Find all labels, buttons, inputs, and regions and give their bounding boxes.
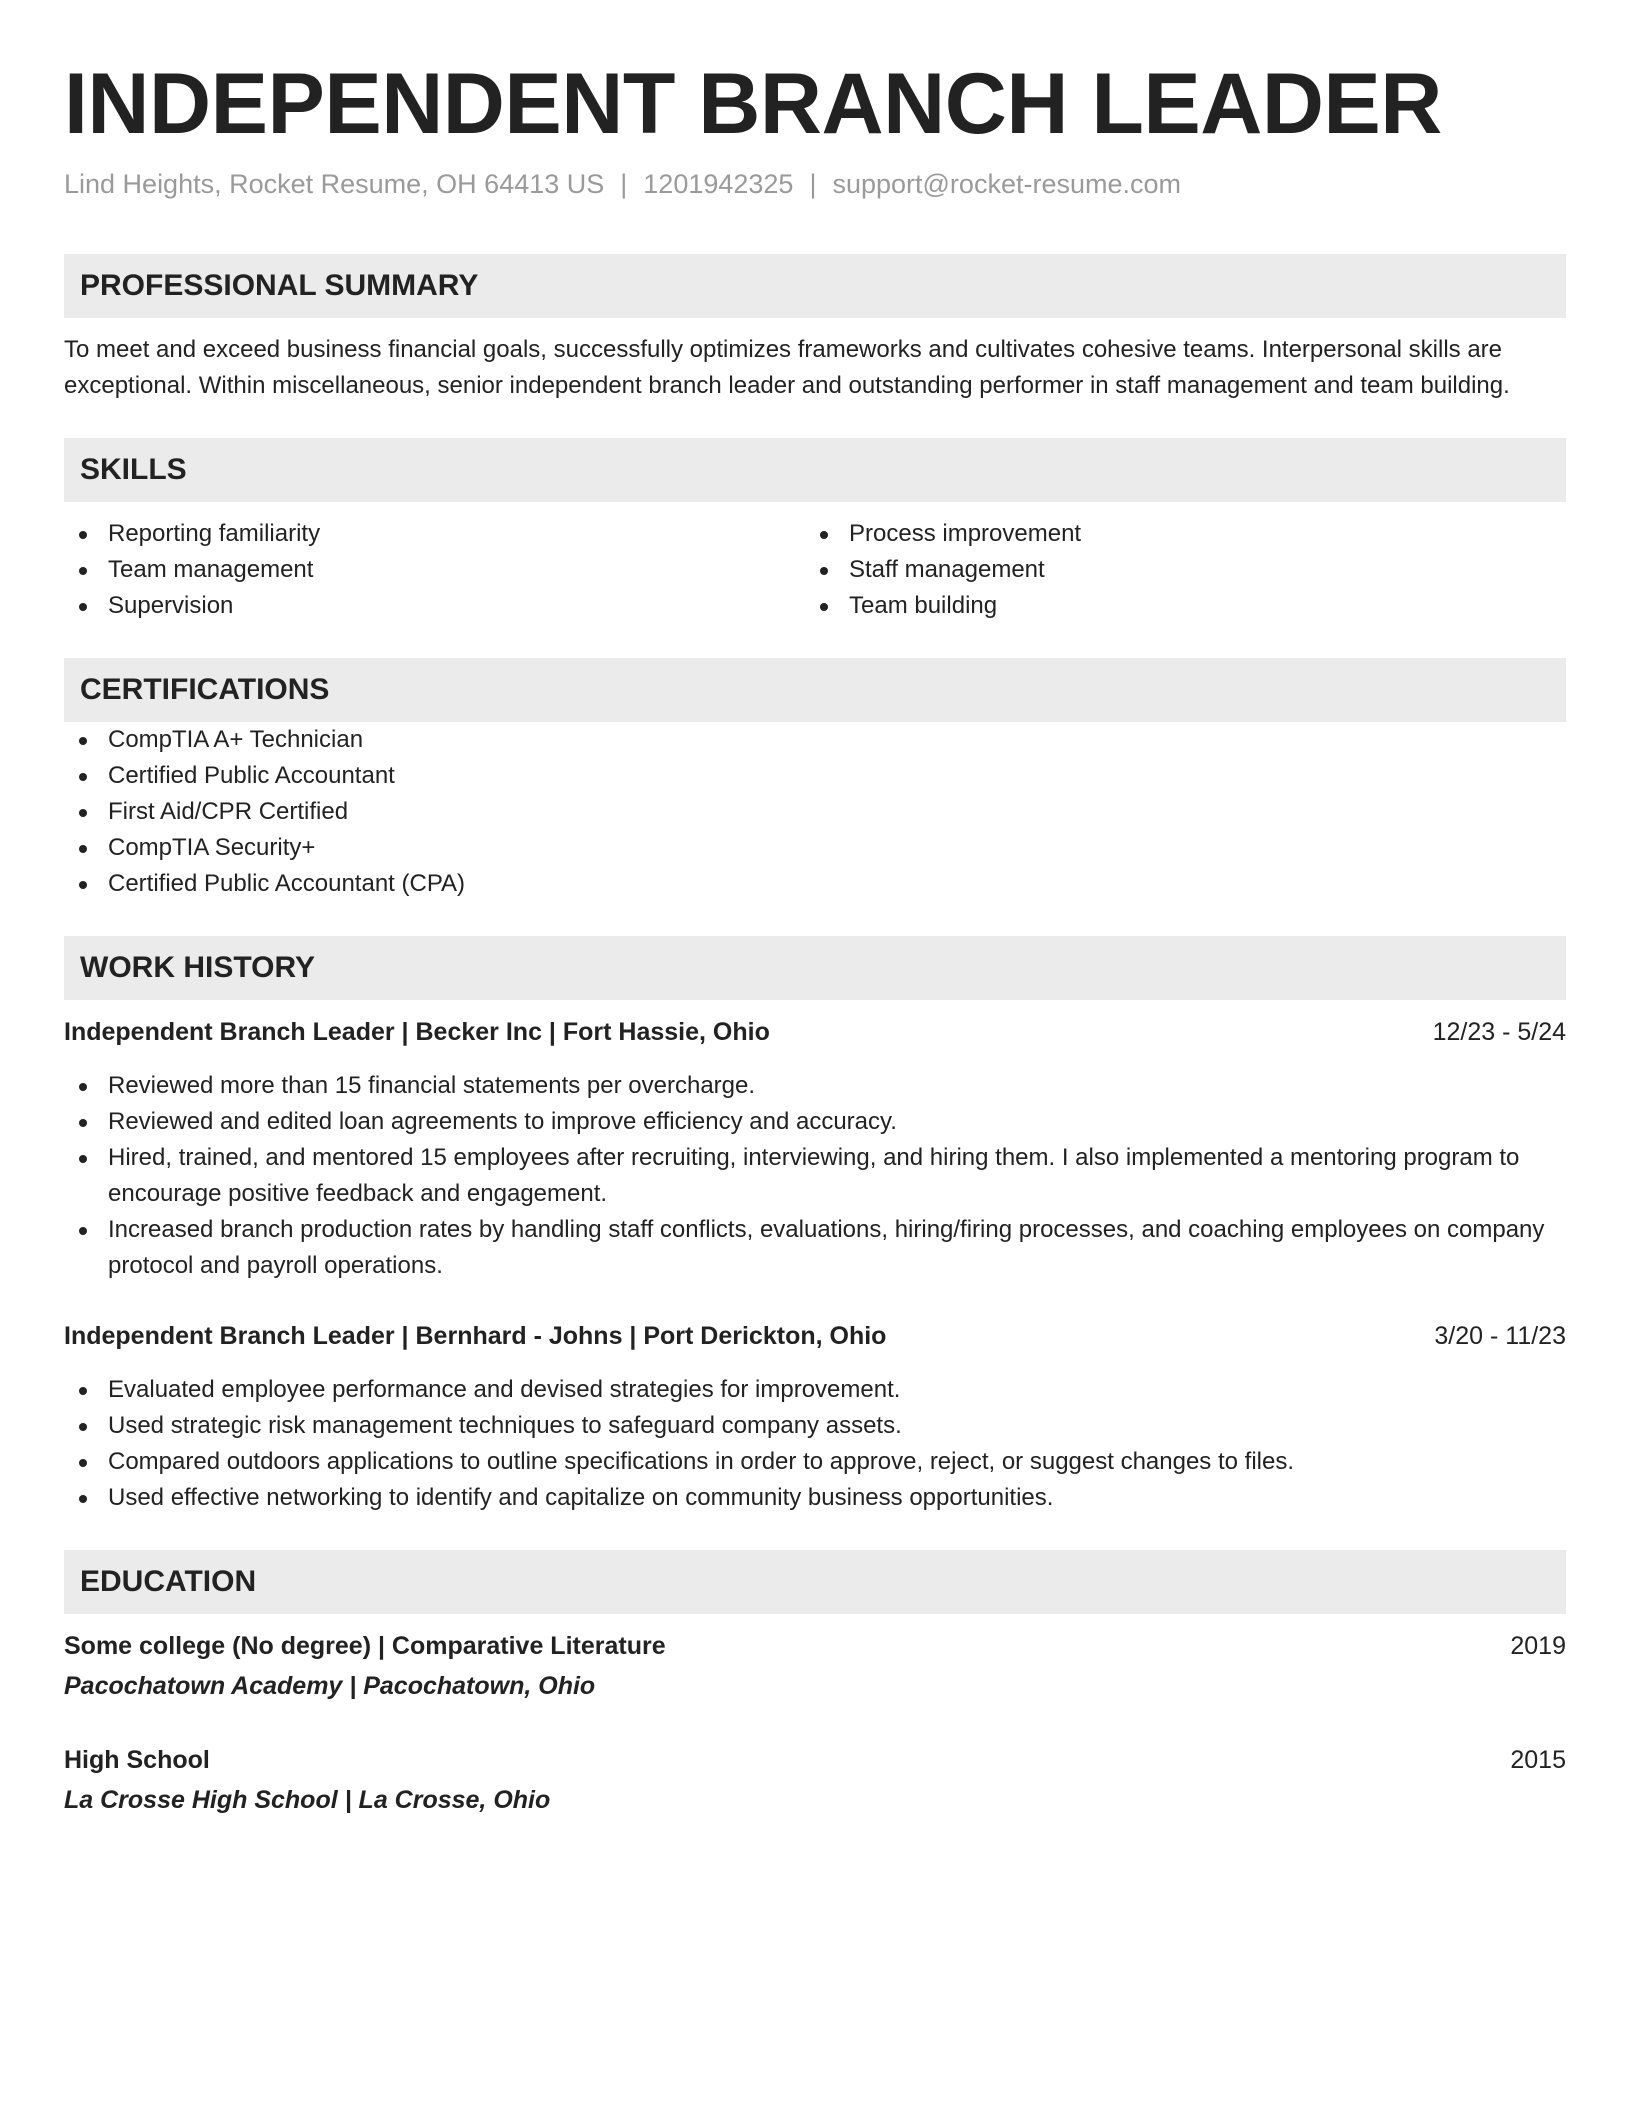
education-header	[64, 1742, 1566, 1778]
job-bullet: Reviewed and edited loan agreements to improve efficiency and accuracy.	[64, 1104, 1566, 1140]
certification-item: CompTIA A+ Technician	[64, 722, 1566, 758]
contact-separator: |	[620, 169, 628, 199]
section-heading-education: EDUCATION	[64, 1550, 1566, 1614]
job-header	[64, 1014, 1566, 1050]
resume-page	[64, 52, 1566, 1818]
job-bullets	[64, 1068, 1566, 1284]
job-title: Independent Branch Leader | Becker Inc | Fort Hassie, Ohio	[64, 1018, 770, 1046]
job-bullets	[64, 1372, 1566, 1516]
skill-item: Supervision	[64, 588, 805, 624]
contact-address: Lind Heights, Rocket Resume, OH 64413 US	[64, 169, 605, 199]
skill-item: Process improvement	[805, 516, 1546, 552]
certifications-list	[64, 722, 1566, 902]
skills-column-right	[805, 516, 1546, 624]
skill-item: Reporting familiarity	[64, 516, 805, 552]
education-header	[64, 1628, 1566, 1664]
contact-separator: |	[809, 169, 817, 199]
education-school: Pacochatown Academy | Pacochatown, Ohio	[64, 1672, 596, 1700]
candidate-name: INDEPENDENT BRANCH LEADER	[64, 56, 1442, 152]
contact-phone: 1201942325	[643, 169, 794, 199]
job-dates: 3/20 - 11/23	[1434, 1322, 1566, 1350]
education-entry	[64, 1628, 1566, 1704]
contact-email: support@rocket-resume.com	[832, 169, 1181, 199]
skill-item: Team management	[64, 552, 805, 588]
job-bullet: Hired, trained, and mentored 15 employees after recruiting, interviewing, and hiring them. I also implemented a mentoring program to encourage positive feedback and engagement.	[64, 1140, 1566, 1212]
job-bullet: Compared outdoors applications to outline specifications in order to approve, reject, or suggest changes to files.	[64, 1444, 1566, 1480]
skills-list	[64, 516, 1566, 624]
job-bullet: Used effective networking to identify and capitalize on community business opportunities.	[64, 1480, 1566, 1516]
education-year: 2019	[1510, 1632, 1566, 1660]
education-degree: High School	[64, 1746, 210, 1774]
job-bullet: Reviewed more than 15 financial statements per overcharge.	[64, 1068, 1566, 1104]
education-school: La Crosse High School | La Crosse, Ohio	[64, 1786, 551, 1814]
certification-item: CompTIA Security+	[64, 830, 1566, 866]
certification-item: Certified Public Accountant	[64, 758, 1566, 794]
job-bullet: Evaluated employee performance and devised strategies for improvement.	[64, 1372, 1566, 1408]
education-entry	[64, 1742, 1566, 1818]
certification-item: Certified Public Accountant (CPA)	[64, 866, 1566, 902]
section-heading-summary: PROFESSIONAL SUMMARY	[64, 254, 1566, 318]
job-bullet: Increased branch production rates by handling staff conflicts, evaluations, hiring/firing processes, and coaching employees on company protocol and payroll operations.	[64, 1212, 1566, 1284]
job-entry	[64, 1014, 1566, 1284]
summary-text: To meet and exceed business financial goals, successfully optimizes frameworks and cultivates cohesive teams. Interpersonal skills are exceptional. Within miscellaneous, senior independent branch leader and outstanding performer in staff management and team building.	[64, 336, 1510, 399]
section-heading-work-history: WORK HISTORY	[64, 936, 1566, 1000]
certification-item: First Aid/CPR Certified	[64, 794, 1566, 830]
education-degree: Some college (No degree) | Comparative Literature	[64, 1632, 666, 1660]
job-title: Independent Branch Leader | Bernhard - Johns | Port Derickton, Ohio	[64, 1322, 887, 1350]
contact-line	[64, 166, 1566, 202]
skills-column-left	[64, 516, 805, 624]
section-heading-certifications: CERTIFICATIONS	[64, 658, 1566, 722]
skill-item: Team building	[805, 588, 1546, 624]
section-heading-skills: SKILLS	[64, 438, 1566, 502]
education-year: 2015	[1510, 1746, 1566, 1774]
job-bullet: Used strategic risk management techniques to safeguard company assets.	[64, 1408, 1566, 1444]
job-entry	[64, 1318, 1566, 1516]
job-header	[64, 1318, 1566, 1354]
skill-item: Staff management	[805, 552, 1546, 588]
job-dates: 12/23 - 5/24	[1432, 1018, 1566, 1046]
